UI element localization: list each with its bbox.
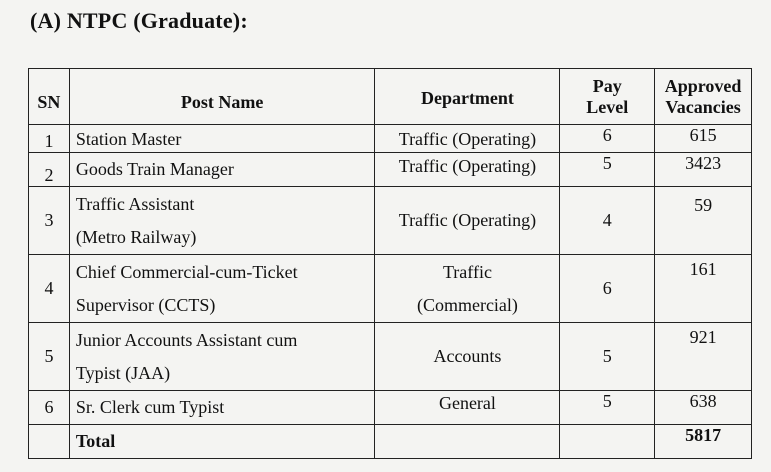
cell-pay-level: 6 xyxy=(560,125,655,153)
cell-pay-level: 4 xyxy=(560,187,655,255)
header-post-name: Post Name xyxy=(69,69,375,125)
dept-line2: (Commercial) xyxy=(416,294,518,315)
cell-sn: 5 xyxy=(29,323,70,391)
cell-department xyxy=(375,255,560,323)
section-heading: (A) NTPC (Graduate): xyxy=(30,8,248,33)
cell-vacancies: 161 xyxy=(655,255,752,323)
header-sn: SN xyxy=(29,69,70,125)
cell-pay-level: 5 xyxy=(560,323,655,391)
cell-sn: 2 xyxy=(29,153,70,187)
cell-post-name xyxy=(69,187,375,255)
cell-sn: 6 xyxy=(29,391,70,425)
cell-post-name: Goods Train Manager xyxy=(69,153,375,187)
cell-vacancies: 638 xyxy=(655,391,752,425)
cell-department: General xyxy=(375,391,560,425)
cell-post-name xyxy=(69,323,375,391)
cell-department: Accounts xyxy=(375,323,560,391)
cell-post-name xyxy=(69,255,375,323)
table-row xyxy=(29,153,752,187)
cell-sn: 1 xyxy=(29,125,70,153)
total-label: Total xyxy=(69,425,375,459)
cell-pay-level: 5 xyxy=(560,391,655,425)
header-pay-level-line1: Pay xyxy=(592,75,622,96)
dept-line1: Traffic xyxy=(442,261,492,282)
vacancy-table xyxy=(28,68,752,459)
post-line1: Chief Commercial-cum-Ticket xyxy=(75,261,298,282)
post-line1: Junior Accounts Assistant cum xyxy=(75,329,298,350)
cell-department: Traffic (Operating) xyxy=(375,125,560,153)
cell-post-name: Sr. Clerk cum Typist xyxy=(69,391,375,425)
header-vacancies-line2: Vacancies xyxy=(665,96,741,117)
total-vacancies: 5817 xyxy=(655,425,752,459)
header-pay-level xyxy=(560,69,655,125)
table-row xyxy=(29,255,752,323)
post-line1: Traffic Assistant xyxy=(75,193,195,214)
post-line2: Supervisor (CCTS) xyxy=(75,294,216,315)
total-empty-sn xyxy=(29,425,70,459)
cell-sn: 3 xyxy=(29,187,70,255)
header-approved-vacancies xyxy=(655,69,752,125)
cell-vacancies: 921 xyxy=(655,323,752,391)
post-line2: (Metro Railway) xyxy=(75,226,197,247)
cell-vacancies: 3423 xyxy=(655,153,752,187)
post-line2: Typist (JAA) xyxy=(75,362,171,383)
cell-sn: 4 xyxy=(29,255,70,323)
header-pay-level-line2: Level xyxy=(586,96,629,117)
cell-vacancies: 59 xyxy=(655,187,752,255)
cell-post-name: Station Master xyxy=(69,125,375,153)
table-header-row xyxy=(29,69,752,125)
table-row xyxy=(29,391,752,425)
table-row xyxy=(29,125,752,153)
cell-pay-level: 6 xyxy=(560,255,655,323)
cell-vacancies: 615 xyxy=(655,125,752,153)
total-empty-pay xyxy=(560,425,655,459)
total-empty-dept xyxy=(375,425,560,459)
cell-department: Traffic (Operating) xyxy=(375,153,560,187)
table-row xyxy=(29,323,752,391)
total-row xyxy=(29,425,752,459)
header-vacancies-line1: Approved xyxy=(664,75,742,96)
cell-pay-level: 5 xyxy=(560,153,655,187)
cell-department: Traffic (Operating) xyxy=(375,187,560,255)
header-department: Department xyxy=(375,69,560,125)
table-row xyxy=(29,187,752,255)
